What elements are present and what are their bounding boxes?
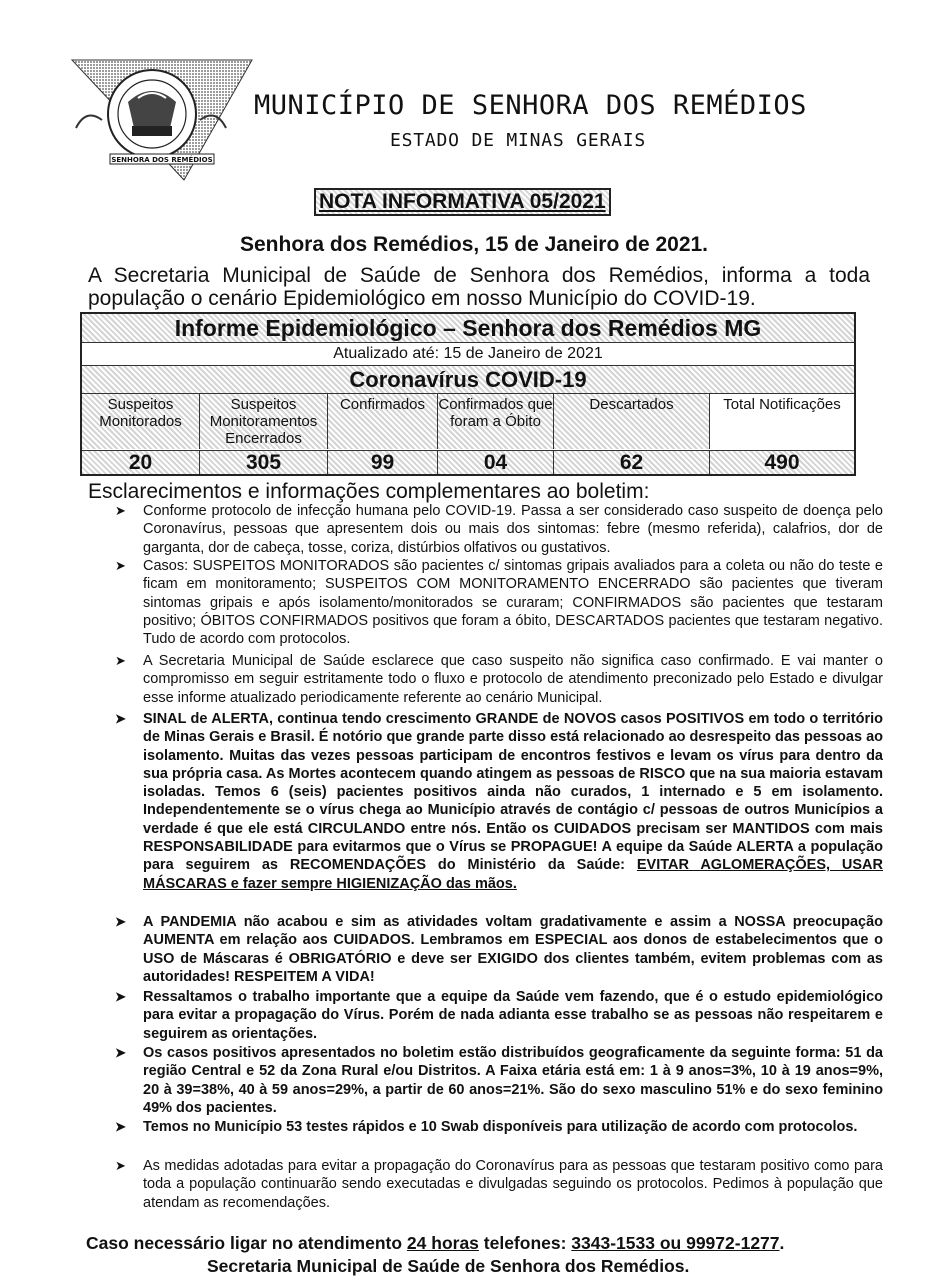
- intro-line-1: A Secretaria Municipal de Saúde de Senhora dos Remédios, informa a toda: [88, 264, 870, 287]
- arrow-bullet-icon: ➤: [115, 1158, 126, 1173]
- value-total-notifications: 490: [710, 450, 854, 474]
- column-header-confirmed: Confirmados: [328, 394, 438, 449]
- alert-paragraph: SINAL de ALERTA, continua tendo crescimento GRANDE de NOVOS casos POSITIVOS em todo o território de Minas Gerais e Brasil. É notório que grande parte disso está relacionado ao desrespeito das pessoas ao isolamento. Muitas das vezes pessoas participam de encontros festivos e levam os vírus para dentro da sua própria casa. As Mortes acontecem quando atingem as pessoas de RISCO que na sua maioria estavam isoladas. Temos 6 (seis) pacientes positivos ainda não curados, 1 internado e 5 em isolamento. Independentemente se o vírus chega ao Município através de contágio c/ pessoas de outros Municípios a verdade é que ele está CIRCULANDO entre nós. Então os CUIDADOS precisam ser MANTIDOS com mais RESPONSABILIDADE para evitarmos que o Vírus se PROPAGUE! A equipe da Saúde ALERTA a população para seguirem as RECOMENDAÇÕES do Ministério da Saúde:: [143, 711, 883, 874]
- clarifications-title: Esclarecimentos e informações complementares ao boletim:: [88, 480, 650, 503]
- column-header-suspected-monitored: Suspeitos Monitorados: [82, 394, 200, 449]
- bullet-text: Casos: SUSPEITOS MONITORADOS são pacientes c/ sintomas gripais avaliados para a coleta ou não do teste e ficam em monitoramento; SUSPEITOS COM MONITORAMENTO ENCERRADO são pacientes que tiveram sintomas gripais e após isolamento/monitorados se curaram; CONFIRMADOS são pacientes que testaram positivo; ÓBITOS CONFIRMADOS positivos que foram a óbito, DESCARTADOS pacientes que testaram negativo. Tudo de acordo com protocolos.: [143, 558, 883, 648]
- footer-phone-numbers: 3343-1533 ou 99972-1277: [571, 1233, 780, 1253]
- date-line: Senhora dos Remédios, 15 de Janeiro de 2021.: [240, 233, 709, 256]
- bullet-text: A Secretaria Municipal de Saúde esclarece que caso suspeito não significa caso confirmado. E vai manter o compromisso em seguir estritamente todo o fluxo e protocolo de atendimento preconizado pelo Estado e divulgar esse informe atualizado periodicamente referente ao cenário Municipal.: [143, 653, 883, 706]
- arrow-bullet-icon: ➤: [115, 1119, 126, 1134]
- column-header-discarded: Descartados: [554, 394, 710, 449]
- arrow-bullet-icon: ➤: [115, 653, 126, 668]
- footer-contact-line: [86, 1233, 784, 1254]
- arrow-bullet-icon: ➤: [115, 914, 126, 929]
- bullet-text: A PANDEMIA não acabou e sim as atividades voltam gradativamente e assim a NOSSA preocupação AUMENTA em relação aos CUIDADOS. Lembramos em ESPECIAL aos donos de estabelecimentos que o USO de Máscaras é OBRIGATÓRIO e deve ser EXIGIDO dos clientes também, evitem problemas com as autoridades! RESPEITEM A VIDA!: [143, 914, 883, 985]
- intro-line-2: população o cenário Epidemiológico em nosso Município do COVID-19.: [88, 287, 756, 310]
- table-title: Informe Epidemiológico – Senhora dos Remédios MG: [82, 314, 854, 343]
- bullet-text: [143, 710, 883, 893]
- value-suspected-monitored: 20: [82, 450, 200, 474]
- footer-hours: 24 horas: [406, 1233, 479, 1253]
- bullet-text: Ressaltamos o trabalho importante que a equipe da Saúde vem fazendo, que é o estudo epidemiológico para evitar a propagação do Vírus. Porém de nada adianta esse trabalho se as pessoas não respeitarem e seguirem as orientações.: [143, 989, 883, 1042]
- note-title: NOTA INFORMATIVA 05/2021: [314, 188, 611, 216]
- arrow-bullet-icon: ➤: [115, 558, 126, 573]
- footer-prefix: Caso necessário ligar no atendimento: [86, 1233, 407, 1253]
- table-subtitle: Coronavírus COVID-19: [82, 366, 854, 394]
- column-header-total-notifications: Total Notificações: [723, 396, 841, 413]
- column-header-suspected-closed: Suspeitos Monitoramentos Encerrados: [200, 394, 328, 449]
- svg-text:SENHORA DOS REMÉDIOS: SENHORA DOS REMÉDIOS: [111, 156, 213, 164]
- bullet-text: As medidas adotadas para evitar a propagação do Coronavírus para as pessoas que testaram positivo como para toda a população continuarão sendo executadas e divulgadas seguindo os protocolos. Pedimos à população que atendam as recomendações.: [143, 1158, 883, 1211]
- bullet-text: Temos no Município 53 testes rápidos e 10 Swab disponíveis para utilização de acordo com protocolos.: [143, 1119, 858, 1135]
- column-header-confirmed-deaths: Confirmados que foram a Óbito: [438, 394, 554, 449]
- value-suspected-closed: 305: [200, 450, 328, 474]
- epidemiological-table: [80, 312, 856, 476]
- alert-recommendation: EVITAR AGLOMERAÇÕES, USAR MÁSCARAS e fazer sempre HIGIENIZAÇÃO das mãos.: [143, 857, 883, 892]
- table-updated-date: Atualizado até: 15 de Janeiro de 2021: [82, 343, 854, 366]
- municipality-title: MUNICÍPIO DE SENHORA DOS REMÉDIOS: [254, 90, 807, 121]
- bullet-text: Os casos positivos apresentados no boletim estão distribuídos geograficamente da seguinte forma: 51 da região Central e 52 da Zona Rural e/ou Distritos. A Faixa etária está em: 1 à 9 anos=3%, 10 à 19 anos=9%, 20 à 39=38%, 40 à 59 anos=29%, a partir de 60 anos=21%. São do sexo masculino 51% e do sexo feminino 49% dos pacientes.: [143, 1045, 883, 1116]
- state-subtitle: ESTADO DE MINAS GERAIS: [390, 130, 647, 151]
- value-confirmed-deaths: 04: [438, 450, 554, 474]
- arrow-bullet-icon: ➤: [115, 503, 126, 518]
- value-discarded: 62: [554, 450, 710, 474]
- arrow-bullet-icon: ➤: [115, 711, 126, 726]
- footer-end: .: [779, 1233, 785, 1253]
- footer-mid: telefones:: [478, 1233, 572, 1253]
- arrow-bullet-icon: ➤: [115, 989, 126, 1004]
- municipal-seal-logo: [66, 58, 256, 184]
- arrow-bullet-icon: ➤: [115, 1045, 126, 1060]
- bullet-text: Conforme protocolo de infecção humana pelo COVID-19. Passa a ser considerado caso suspeito de doença pelo Coronavírus, pessoas que apresentem dois ou mais dos sintomas: febre (mesmo referida), calafrios, dor de garganta, dor de cabeça, tosse, coriza, distúrbios olfativos ou gustativos.: [143, 503, 883, 556]
- value-confirmed: 99: [328, 450, 438, 474]
- footer-signature: Secretaria Municipal de Saúde de Senhora dos Remédios.: [207, 1256, 690, 1276]
